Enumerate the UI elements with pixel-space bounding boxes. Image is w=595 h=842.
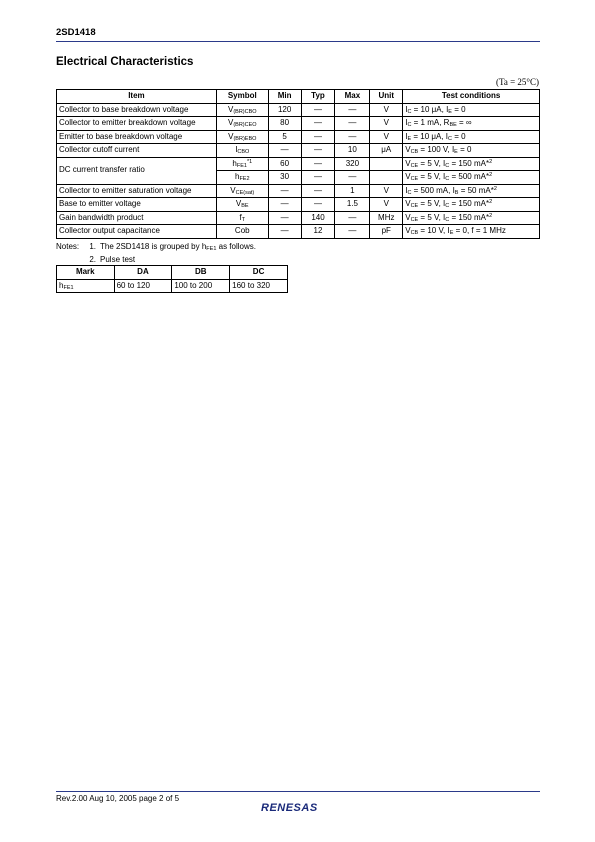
typ-cell: — xyxy=(301,117,335,131)
condition-cell: $V_{CE} = 5$ V, $I_C = 150$ mA*$^2$ xyxy=(403,157,540,171)
condition-cell: $I_E = 10$ μA, $I_C = 0$ xyxy=(403,130,540,144)
condition-cell: $V_{CB} = 100$ V, $I_E = 0$ xyxy=(403,144,540,158)
notes xyxy=(56,240,256,266)
typ-cell: 140 xyxy=(301,211,335,225)
typ-cell: — xyxy=(301,184,335,198)
typ-cell: 12 xyxy=(301,225,335,239)
item-cell: Emitter to base breakdown voltage xyxy=(57,130,217,144)
table-row xyxy=(57,198,540,212)
typ-cell: — xyxy=(301,103,335,117)
symbol-cell: $V_{(BR)CBO}$ xyxy=(216,103,268,117)
symbol-cell: $h_{FE2}$ xyxy=(216,171,268,185)
col-header: Typ xyxy=(301,90,335,104)
unit-cell: V xyxy=(370,103,403,117)
item-cell: DC current transfer ratio xyxy=(57,157,217,184)
max-cell: — xyxy=(335,225,370,239)
ambient-condition: (Ta = 25°C) xyxy=(495,77,539,87)
min-cell: 30 xyxy=(268,171,301,185)
part-number: 2SD1418 xyxy=(56,27,96,38)
max-cell: 1.5 xyxy=(335,198,370,212)
min-cell: — xyxy=(268,211,301,225)
typ-cell: — xyxy=(301,198,335,212)
item-cell: Base to emitter voltage xyxy=(57,198,217,212)
max-cell: — xyxy=(335,103,370,117)
min-cell: — xyxy=(268,198,301,212)
table-row xyxy=(57,144,540,158)
max-cell: 1 xyxy=(335,184,370,198)
min-cell: 5 xyxy=(268,130,301,144)
renesas-logo: RENESAS xyxy=(261,802,318,814)
item-cell: Gain bandwidth product xyxy=(57,211,217,225)
row-label: $h_{FE1}$ xyxy=(57,279,115,293)
symbol-cell: $V_{CE(sat)}$ xyxy=(216,184,268,198)
max-cell: 10 xyxy=(335,144,370,158)
note-text: The 2SD1418 is grouped by $h_{FE1}$ as follows. xyxy=(100,242,256,252)
table-row xyxy=(57,279,288,293)
unit-cell xyxy=(370,157,403,171)
col-header: Symbol xyxy=(216,90,268,104)
item-cell: Collector output capacitance xyxy=(57,225,217,239)
unit-cell: μA xyxy=(370,144,403,158)
section-title: Electrical Characteristics xyxy=(56,56,194,68)
unit-cell: V xyxy=(370,198,403,212)
electrical-characteristics-table xyxy=(56,89,540,239)
max-cell: 320 xyxy=(335,157,370,171)
symbol-cell: $V_{BE}$ xyxy=(216,198,268,212)
symbol-cell: $V_{(BR)EBO}$ xyxy=(216,130,268,144)
min-cell: 80 xyxy=(268,117,301,131)
note-number: 1. xyxy=(89,242,96,251)
min-cell: — xyxy=(268,225,301,239)
symbol-cell: $h_{FE1}^{*1}$ xyxy=(216,157,268,171)
footer-rule xyxy=(56,791,540,792)
notes-label: Notes: xyxy=(56,242,80,251)
footer-revision: Rev.2.00 Aug 10, 2005 page 2 of 5 xyxy=(56,794,180,803)
unit-cell: V xyxy=(370,117,403,131)
item-cell: Collector cutoff current xyxy=(57,144,217,158)
symbol-cell: $V_{(BR)CEO}$ xyxy=(216,117,268,131)
table-row xyxy=(57,157,540,171)
min-cell: — xyxy=(268,144,301,158)
typ-cell: — xyxy=(301,130,335,144)
table-header-row xyxy=(57,266,288,280)
typ-cell: — xyxy=(301,144,335,158)
col-header: Test conditions xyxy=(403,90,540,104)
table-row xyxy=(57,130,540,144)
typ-cell: — xyxy=(301,157,335,171)
table-row xyxy=(57,117,540,131)
col-header: DA xyxy=(114,266,172,280)
min-cell: — xyxy=(268,184,301,198)
min-cell: 60 xyxy=(268,157,301,171)
symbol-cell: Cob xyxy=(216,225,268,239)
symbol-cell: $I_{CBO}$ xyxy=(216,144,268,158)
col-header: Item xyxy=(57,90,217,104)
table-row xyxy=(57,184,540,198)
table-cell: 60 to 120 xyxy=(114,279,172,293)
unit-cell: V xyxy=(370,130,403,144)
col-header: Mark xyxy=(57,266,115,280)
max-cell: — xyxy=(335,171,370,185)
unit-cell: MHz xyxy=(370,211,403,225)
note-text: Pulse test xyxy=(100,255,136,264)
condition-cell: $V_{CE} = 5$ V, $I_C = 150$ mA*$^2$ xyxy=(403,211,540,225)
col-header: DC xyxy=(230,266,288,280)
condition-cell: $V_{CB} = 10$ V, $I_E = 0$, f = 1 MHz xyxy=(403,225,540,239)
condition-cell: $I_C = 500$ mA, $I_B = 50$ mA*$^2$ xyxy=(403,184,540,198)
note-number: 2. xyxy=(89,255,96,264)
table-row xyxy=(57,211,540,225)
item-cell: Collector to emitter saturation voltage xyxy=(57,184,217,198)
condition-cell: $I_C = 1$ mA, $R_{BE}$ = ∞ xyxy=(403,117,540,131)
col-header: Max xyxy=(335,90,370,104)
max-cell: — xyxy=(335,130,370,144)
unit-cell: V xyxy=(370,184,403,198)
table-header-row xyxy=(57,90,540,104)
item-cell: Collector to emitter breakdown voltage xyxy=(57,117,217,131)
hfe-grouping-table xyxy=(56,265,288,293)
header-rule xyxy=(56,41,540,42)
condition-cell: $V_{CE} = 5$ V, $I_C = 500$ mA*$^2$ xyxy=(403,171,540,185)
min-cell: 120 xyxy=(268,103,301,117)
table-cell: 100 to 200 xyxy=(172,279,230,293)
condition-cell: $I_C = 10$ μA, $I_E = 0$ xyxy=(403,103,540,117)
unit-cell: pF xyxy=(370,225,403,239)
table-cell: 160 to 320 xyxy=(230,279,288,293)
unit-cell xyxy=(370,171,403,185)
max-cell: — xyxy=(335,211,370,225)
max-cell: — xyxy=(335,117,370,131)
condition-cell: $V_{CE} = 5$ V, $I_C = 150$ mA*$^2$ xyxy=(403,198,540,212)
table-row xyxy=(57,225,540,239)
table-row xyxy=(57,103,540,117)
item-cell: Collector to base breakdown voltage xyxy=(57,103,217,117)
col-header: Min xyxy=(268,90,301,104)
typ-cell: — xyxy=(301,171,335,185)
col-header: Unit xyxy=(370,90,403,104)
col-header: DB xyxy=(172,266,230,280)
symbol-cell: $f_T$ xyxy=(216,211,268,225)
